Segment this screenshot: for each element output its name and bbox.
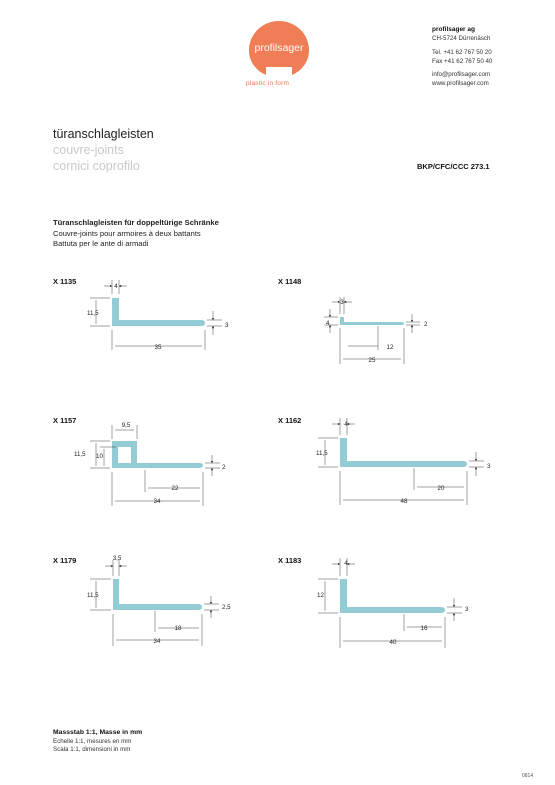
dim-x1148-inner-length: 12: [386, 344, 394, 351]
dim-x1162-length: 48: [400, 498, 408, 505]
dim-x1162-inner-length: 20: [437, 485, 445, 492]
profile-x1179-code: X 1179: [53, 556, 77, 565]
subheading-it: Battuta per le ante di armadi: [53, 239, 149, 249]
dim-x1157-top-width: 9,5: [121, 422, 131, 429]
dim-x1157-inner-length: 22: [171, 485, 179, 492]
dim-x1148-height: 4: [326, 320, 330, 327]
dim-x1135-height: 11,5: [87, 310, 99, 317]
dim-x1179-top-width: 3,5: [112, 555, 122, 562]
dim-x1157-length: 34: [153, 498, 161, 505]
company-web[interactable]: www.profilsager.com: [432, 80, 489, 88]
dim-x1148-length: 25: [368, 357, 376, 364]
scale-de: Massstab 1:1, Masse in mm: [53, 729, 143, 736]
scale-note: [53, 729, 142, 755]
dim-x1135-length: 35: [154, 344, 162, 351]
dim-x1183-thickness: 3: [465, 606, 469, 613]
dim-x1162-top-width: 4: [344, 421, 348, 428]
dim-x1148-top-width: 3: [340, 299, 344, 306]
tagline: plastic in form: [246, 80, 290, 87]
profile-x1162-drawing: [318, 418, 484, 505]
profile-x1157-code: X 1157: [53, 416, 77, 425]
dim-x1135-top-width: 4: [114, 283, 118, 290]
dim-x1179-height: 11,5: [87, 592, 99, 599]
profile-x1148-code: X 1148: [278, 277, 302, 286]
dim-x1179-thickness: 2,5: [222, 604, 231, 611]
company-name: profilsager ag: [432, 26, 475, 33]
profile-x1135-drawing: [90, 280, 222, 350]
logo-text: profilsager: [254, 42, 304, 54]
profile-x1183-code: X 1183: [278, 556, 302, 565]
title-de: türanschlagleisten: [53, 127, 154, 141]
bkp-prefix: BKP/CFC/CCC: [417, 162, 469, 171]
scale-fr: Echelle 1:1, mesures en mm: [53, 737, 132, 745]
company-address: CH-5724 Dürrenäsch: [432, 35, 491, 43]
dim-x1162-thickness: 3: [487, 463, 491, 470]
company-fax: Fax +41 62 767 50 40: [432, 57, 493, 65]
dim-x1135-thickness: 3: [225, 322, 229, 329]
dim-x1183-height: 12: [317, 592, 324, 599]
page-code: 0814: [522, 773, 534, 779]
dim-x1183-inner-length: 16: [420, 625, 428, 632]
company-email[interactable]: info@profilsager.com: [432, 71, 491, 79]
bkp-number: 273.1: [470, 162, 490, 171]
subheading-fr: Couvre-joints pour armoires à deux battants: [53, 228, 201, 238]
scale-it: Scala 1:1, dimensioni in mm: [53, 746, 131, 753]
profile-x1183-drawing: [318, 558, 462, 648]
dim-x1157-thickness: 2: [222, 464, 226, 471]
profile-x1179-drawing: [90, 560, 219, 646]
title-fr: couvre-joints: [53, 143, 124, 157]
company-tel: Tel. +41 62 767 50 20: [432, 48, 492, 56]
dim-x1183-top-width: 4: [344, 560, 348, 567]
profile-x1157-drawing: [90, 425, 220, 506]
dim-x1162-height: 11,5: [316, 450, 328, 457]
subheading-de: Türanschlagleisten für doppeltürige Schränke: [53, 218, 219, 227]
dim-x1148-thickness: 2: [424, 321, 428, 328]
dim-x1183-length: 40: [389, 639, 397, 646]
profile-x1135-code: X 1135: [53, 277, 77, 286]
dim-x1179-inner-length: 18: [174, 625, 182, 632]
profile-x1148-drawing: [324, 297, 420, 364]
profile-x1162-code: X 1162: [278, 416, 302, 425]
dim-x1179-length: 34: [153, 638, 161, 645]
dim-x1157-inner-height: 10: [96, 453, 103, 460]
dim-x1157-height: 11,5: [74, 451, 86, 458]
title-it: cornici coprofilo: [53, 159, 140, 173]
